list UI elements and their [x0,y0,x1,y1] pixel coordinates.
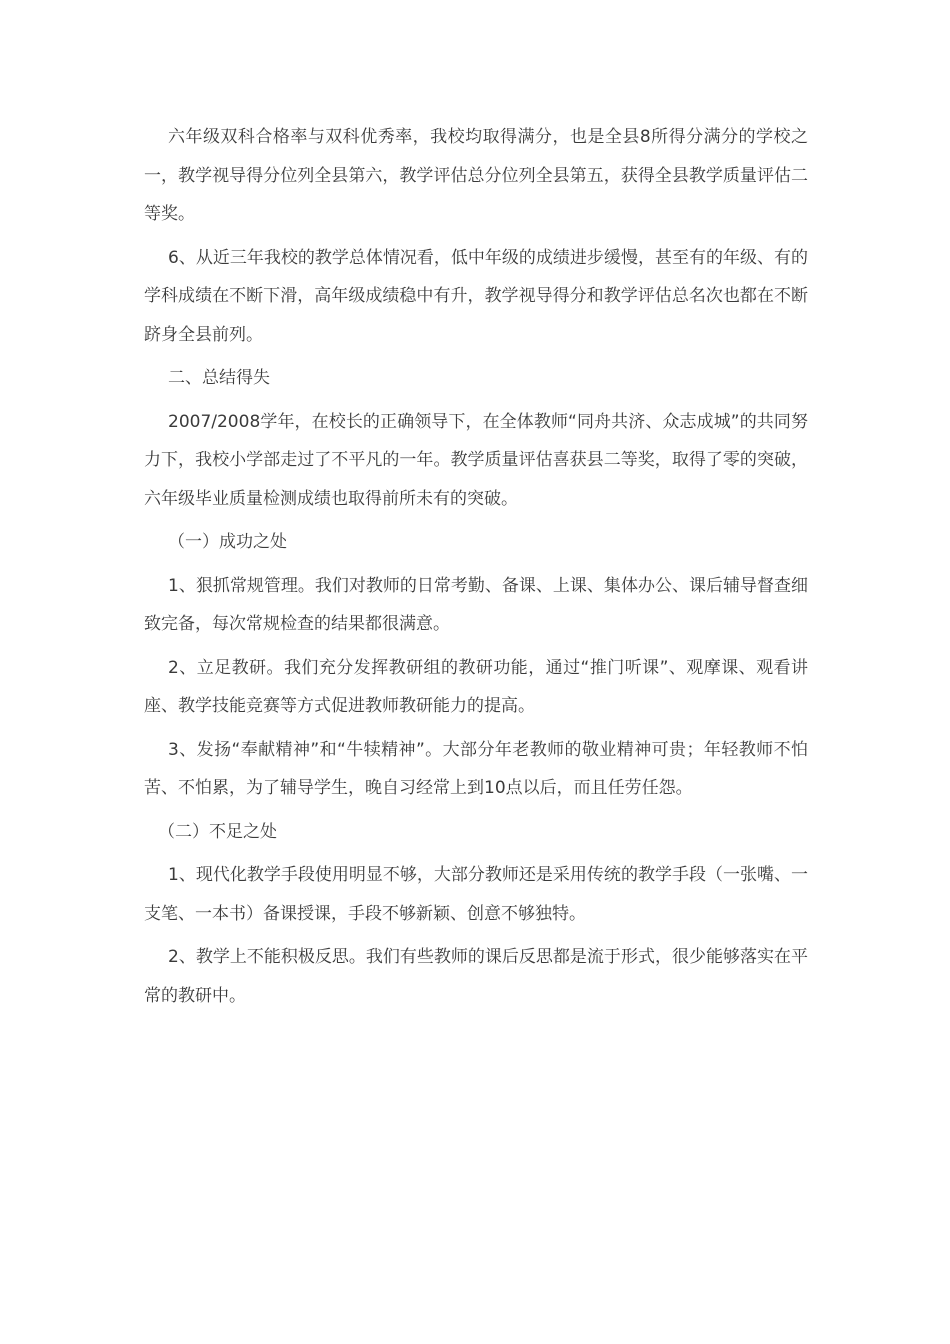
paragraph-success-dedication-spirit: 3、发扬“奉献精神”和“牛犊精神”。大部分年老教师的敬业精神可贵；年轻教师不怕苦、不怕累，为了辅导学生，晚自习经常上到10点以后，而且任劳任怨。 [144,739,808,798]
paragraph-success-teaching-research: 2、立足教研。我们充分发挥教研组的教研功能，通过“推门听课”、观摩课、观看讲座、教学技能竞赛等方式促进教师教研能力的提高。 [144,657,808,716]
paragraph-success-routine-management: 1、狠抓常规管理。我们对教师的日常考勤、备课、上课、集体办公、课后辅导督查细致完备，每次常规检查的结果都很满意。 [144,575,808,634]
paragraph-grade6-results: 六年级双科合格率与双科优秀率，我校均取得满分，也是全县8所得分满分的学校之一，教学视导得分位列全县第六，教学评估总分位列全县第五，获得全县教学质量评估二等奖。 [144,127,808,224]
document-page [144,118,808,1015]
paragraph-school-year-summary: 2007/2008学年，在校长的正确领导下，在全体教师“同舟共济、众志成城”的共同努力下，我校小学部走过了不平凡的一年。教学质量评估喜获县二等奖，取得了零的突破，六年级毕业质量检测成绩也取得前所未有的突破。 [144,411,808,509]
subheading-successes: （一）成功之处 [168,532,287,552]
paragraph-shortcoming-modern-methods: 1、现代化教学手段使用明显不够，大部分教师还是采用传统的教学手段（一张嘴、一支笔、一本书）备课授课，手段不够新颖、创意不够独特。 [144,865,808,924]
section-heading-summary: 二、总结得失 [168,368,270,388]
paragraph-shortcoming-reflection: 2、教学上不能积极反思。我们有些教师的课后反思都是流于形式，很少能够落实在平常的教研中。 [144,947,808,1006]
subheading-shortcomings: （二）不足之处 [158,821,277,842]
paragraph-three-year-overview: 6、从近三年我校的教学总体情况看，低中年级的成绩进步缓慢，甚至有的年级、有的学科成绩在不断下滑，高年级成绩稳中有升，教学视导得分和教学评估总名次也都在不断跻身全县前列。 [144,247,808,345]
